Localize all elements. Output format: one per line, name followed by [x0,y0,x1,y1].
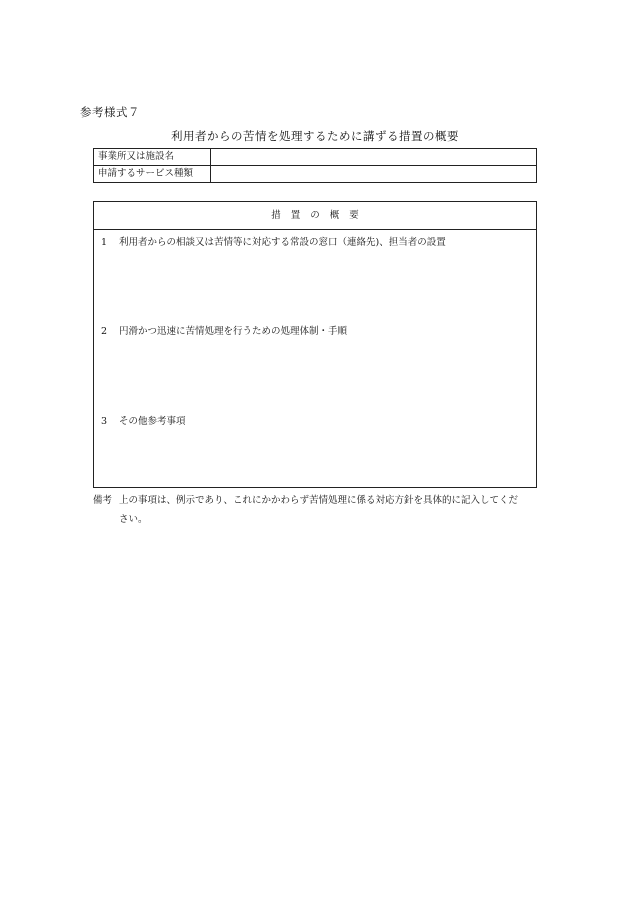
measure-item-text: その他参考事項 [119,416,186,427]
measure-item-number: 2 [101,326,108,337]
facility-name-label: 事業所又は施設名 [94,149,211,166]
service-type-label: 申請するサービス種類 [94,166,211,183]
document-title: 利用者からの苦情を処理するために講ずる措置の概要 [171,129,459,143]
measure-item-text: 利用者からの相談又は苦情等に対応する常設の窓口（連絡先)、担当者の設置 [119,237,446,248]
measure-item-number: 3 [101,416,108,427]
measures-box [93,201,537,488]
form-label: 参考様式７ [80,105,140,119]
remarks [93,491,553,529]
info-row-facility [94,149,537,166]
remarks-head: 備考 [93,495,113,506]
remarks-text: 上の事項は、例示であり、これにかかわらず苦情処理に係る対応方針を具体的に記入してくだ [119,495,519,506]
service-type-field[interactable] [211,166,537,183]
measure-item [101,323,347,337]
info-table [93,148,537,183]
measure-item [101,234,446,248]
measure-item-text: 円滑かつ迅速に苦情処理を行うための処理体制・手順 [119,326,348,337]
facility-name-field[interactable] [211,149,537,166]
measure-item-number: 1 [101,237,108,248]
remarks-line-2: さい。 [119,514,148,525]
remarks-line-1 [93,491,553,510]
measures-header: 措置の概要 [94,202,536,230]
measure-item [101,413,186,427]
info-row-service [94,166,537,183]
